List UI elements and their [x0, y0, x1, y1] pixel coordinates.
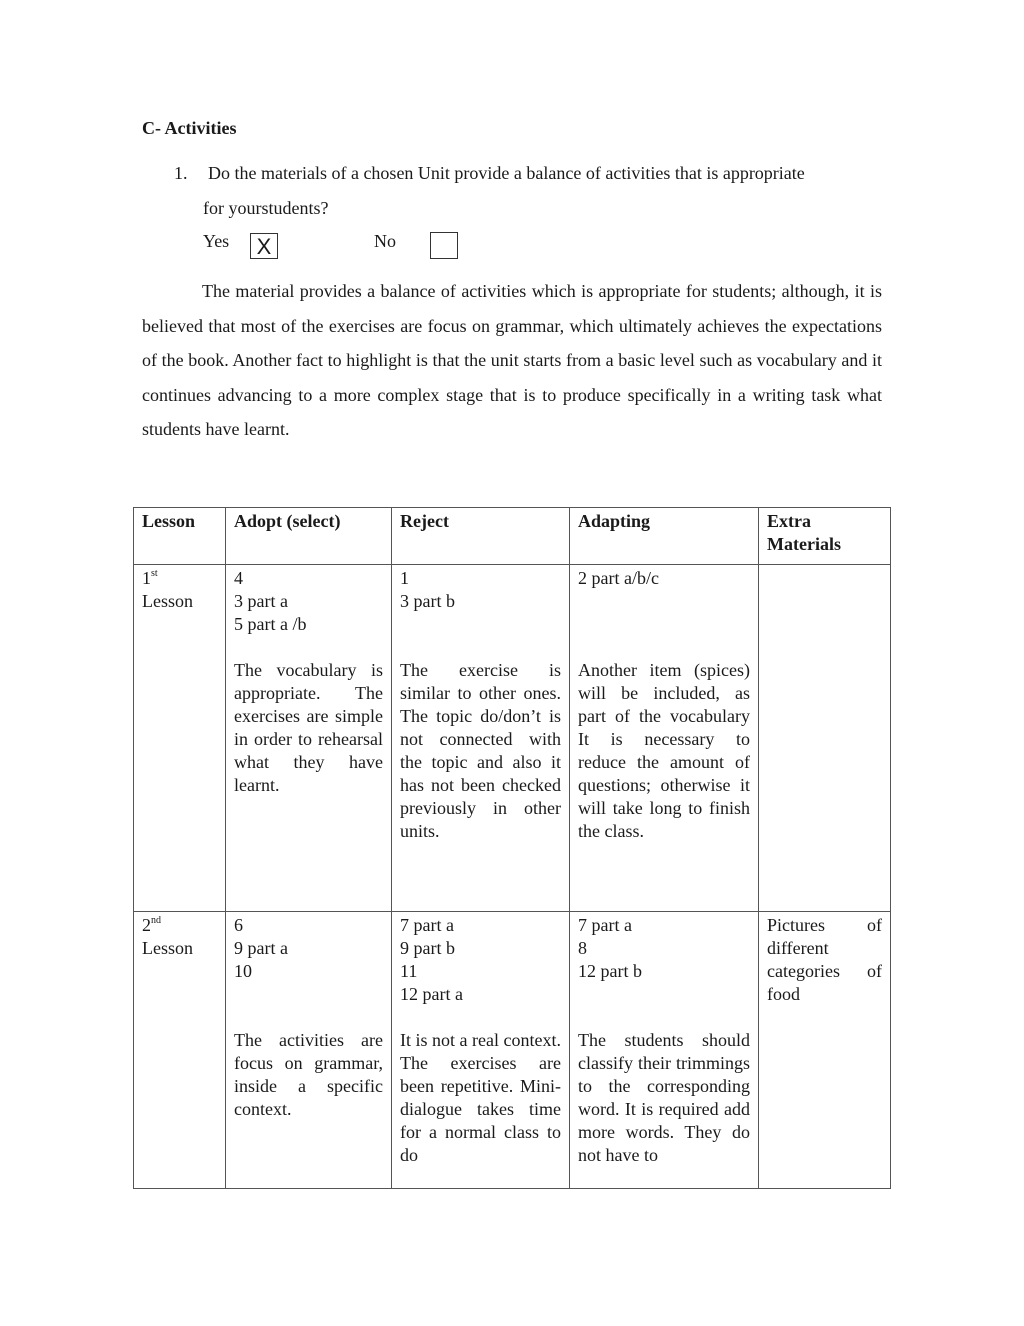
- list-item: 5 part a /b: [234, 614, 307, 634]
- header-reject: Reject: [392, 508, 570, 565]
- list-item: 3 part a: [234, 591, 288, 611]
- answer-paragraph: The material provides a balance of activities which is appropriate for students; although, it is believed that most of the exercises are focus on grammar, which ultimately achieves the expectations of the book. Another fact to highlight is that the unit starts from a basic level such as vocabulary and it continues advancing to a more complex stage that is to produce specifically in a writing task what students have learnt.: [142, 281, 882, 439]
- list-item: 9 part a: [234, 938, 288, 958]
- list-item: 1: [400, 568, 409, 588]
- adopt-cell: [226, 912, 392, 1189]
- extra-materials-text: Pictures of different categories of food: [767, 915, 882, 1004]
- list-item: 3 part b: [400, 591, 455, 611]
- question-number: 1.: [174, 163, 188, 183]
- lesson-number: 2: [142, 915, 151, 935]
- list-item: 7 part a: [578, 915, 632, 935]
- extra-materials-cell: [759, 565, 891, 912]
- reject-cell: [392, 565, 570, 912]
- list-item: 6: [234, 915, 243, 935]
- list-item: 11: [400, 961, 418, 981]
- lesson-word: Lesson: [142, 591, 193, 611]
- reject-cell: [392, 912, 570, 1189]
- lesson-ordinal: nd: [151, 915, 161, 926]
- adopt-cell: [226, 565, 392, 912]
- adopt-comment: The activities are focus on grammar, inside a specific context.: [234, 1030, 383, 1119]
- adapting-comment: The students should classify their trimmings to the corresponding word. It is required add more words. They do not have to: [578, 1030, 750, 1165]
- header-extra-materials: Extra Materials: [759, 508, 891, 565]
- question-text-line1: Do the materials of a chosen Unit provide a balance of activities that is appropriate: [208, 163, 805, 183]
- list-item: 12 part b: [578, 961, 642, 981]
- header-adapting: Adapting: [570, 508, 759, 565]
- no-label: No: [374, 231, 396, 251]
- lesson-cell: [134, 912, 226, 1189]
- list-item: 4: [234, 568, 243, 588]
- lesson-number: 1: [142, 568, 151, 588]
- no-checkbox[interactable]: [430, 232, 458, 259]
- adopt-comment: The vocabulary is appropriate. The exercises are simple in order to rehearsal what they have learnt.: [234, 660, 383, 795]
- table-header-row: [134, 508, 891, 565]
- list-item: 8: [578, 938, 587, 958]
- list-item: 2 part a/b/c: [578, 568, 659, 588]
- reject-comment: It is not a real context. The exercises are been repetitive. Mini-dialogue takes time for a normal class to do: [400, 1030, 561, 1165]
- activities-table: [133, 507, 891, 1189]
- list-item: 7 part a: [400, 915, 454, 935]
- adapting-comment: Another item (spices) will be included, as part of the vocabulary It is necessary to reduce the amount of questions; otherwise it will take long to finish the class.: [578, 660, 750, 841]
- header-lesson: Lesson: [134, 508, 226, 565]
- yes-checkbox[interactable]: X: [250, 233, 278, 259]
- list-item: 9 part b: [400, 938, 455, 958]
- list-item: 10: [234, 961, 252, 981]
- table-row: [134, 912, 891, 1189]
- section-heading: C- Activities: [142, 118, 237, 138]
- lesson-ordinal: st: [151, 568, 158, 579]
- table-row: [134, 565, 891, 912]
- list-item: 12 part a: [400, 984, 463, 1004]
- extra-materials-cell: [759, 912, 891, 1189]
- lesson-word: Lesson: [142, 938, 193, 958]
- lesson-cell: [134, 565, 226, 912]
- reject-comment: The exercise is similar to other ones. The topic do/don’t is not connected with the topic and also it has not been checked previously in other units.: [400, 660, 561, 841]
- adapting-cell: [570, 565, 759, 912]
- question-text-line2: for yourstudents?: [203, 198, 329, 218]
- yes-label: Yes: [203, 231, 230, 251]
- adapting-cell: [570, 912, 759, 1189]
- header-adopt: Adopt (select): [226, 508, 392, 565]
